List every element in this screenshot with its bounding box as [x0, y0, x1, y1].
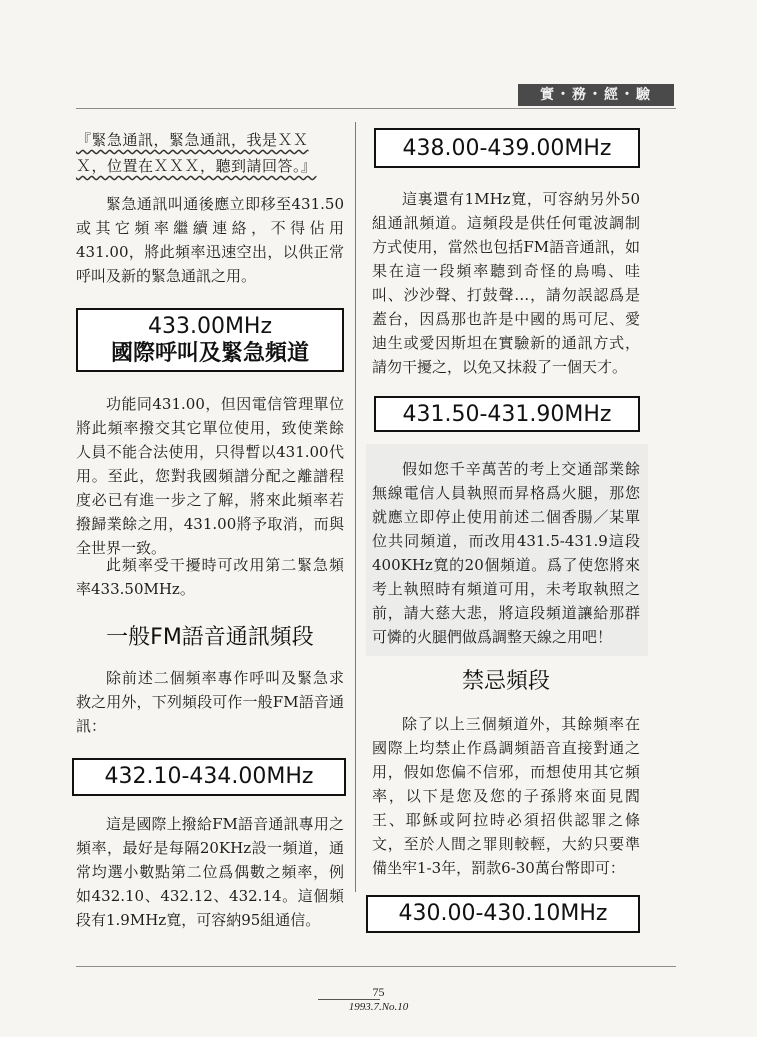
- frequency-box-430: [366, 895, 640, 933]
- paragraph-432: 這是國際上撥給FM語音通訊專用之頻率，最好是每隔20KHz設一頻道，通常均選小數點第二位爲偶數之頻率，例如432.10、432.12、432.14。這個頻段有1.9MHz寬，可容納95組通信。: [76, 815, 344, 929]
- paragraph-fm: 除前述二個頻率專作呼叫及緊急求救之用外，下列頻段可作一般FM語音通訊：: [76, 669, 344, 735]
- box-431-frequency: 431.50-431.90MHz: [402, 402, 612, 427]
- frequency-box-431: [374, 396, 640, 432]
- issue-date: 1993.7.No.10: [348, 1001, 409, 1013]
- paragraph-433-b: 此頻率受干擾時可改用第二緊急頻率433.50MHz。: [76, 556, 344, 598]
- frequency-box-433: [76, 308, 344, 372]
- box-438-frequency: 438.00-439.00MHz: [402, 136, 612, 161]
- paragraph-438: 這裏還有1MHz寬，可容納另外50組通訊頻道。這頻段是供任何電波調制方式使用，當然也包括FM語音通訊，如果在這一段頻率聽到奇怪的鳥鳴、哇叫、沙沙聲、打鼓聲…，請勿誤認爲是蓋台，因爲那也許是中國的馬可尼、愛迪生或愛因斯坦在實驗新的通訊方式，請勿干擾之，以免又抹殺了一個天才。: [372, 190, 640, 376]
- paragraph-emergency: 緊急通訊叫通後應立即移至431.50或其它頻率繼續連絡，不得佔用431.00，將此頻率迅速空出，以供正常呼叫及新的緊急通訊之用。: [76, 195, 344, 285]
- heading-fm-band: 一般FM語音通訊頻段: [106, 625, 314, 650]
- footer-rule: [76, 966, 676, 967]
- paragraph-forbidden: 除了以上三個頻道外，其餘頻率在國際上均禁止作爲調頻語音直接對通之用，假如您偏不信邪，而想使用其它頻率，以下是您及您的子孫將來面見閻王、耶穌或阿拉時必須招供認罪之條文，至於人間之罪則較輕，大約只要準備坐牢1-3年，罰款6-30萬台幣即可：: [372, 715, 640, 877]
- header-rule: [76, 108, 676, 109]
- page-number: 75: [372, 985, 385, 999]
- paragraph-431: 假如您千辛萬苦的考上交通部業餘無線電信人員執照而昇格爲火腿，那您就應立即停止使用前述二個香腸／某單位共同頻道，而改用431.5-431.9這段400KHz寬的20個頻道。爲了使您將來考上執照時有頻道可用，未考取執照之前，請大慈大悲，將這段頻道讓給那群可憐的火腿們做爲調整天線之用吧！: [372, 460, 640, 646]
- frequency-box-432: [72, 758, 346, 796]
- frequency-box-438: [374, 128, 640, 168]
- paragraph-433-a: 功能同431.00，但因電信管理單位將此頻率撥交其它單位使用，致使業餘人員不能合法使用，只得暫以431.00代用。至此，您對我國頻譜分配之離譜程度必已有進一步之了解，將來此頻率若撥歸業餘之用，431.00將予取消，而與全世界一致。: [76, 395, 344, 557]
- heading-forbidden-band: 禁忌頻段: [461, 669, 550, 694]
- box-430-frequency: 430.00-430.10MHz: [398, 901, 608, 926]
- quote-line-2: Ｘ，位置在ＸＸＸ，聽到請回答。』: [76, 157, 317, 175]
- box-432-frequency: 432.10-434.00MHz: [104, 764, 314, 789]
- emergency-call-quote: [76, 127, 344, 179]
- quote-line-1: 『緊急通訊，緊急通訊，我是ＸＸ: [76, 131, 309, 149]
- section-label: 實・務・經・驗: [518, 84, 674, 106]
- column-divider: [355, 122, 356, 892]
- box-433-frequency: 433.00MHz: [147, 314, 273, 339]
- page-number-underline: [318, 999, 380, 1000]
- box-433-title: 國際呼叫及緊急頻道: [110, 341, 309, 366]
